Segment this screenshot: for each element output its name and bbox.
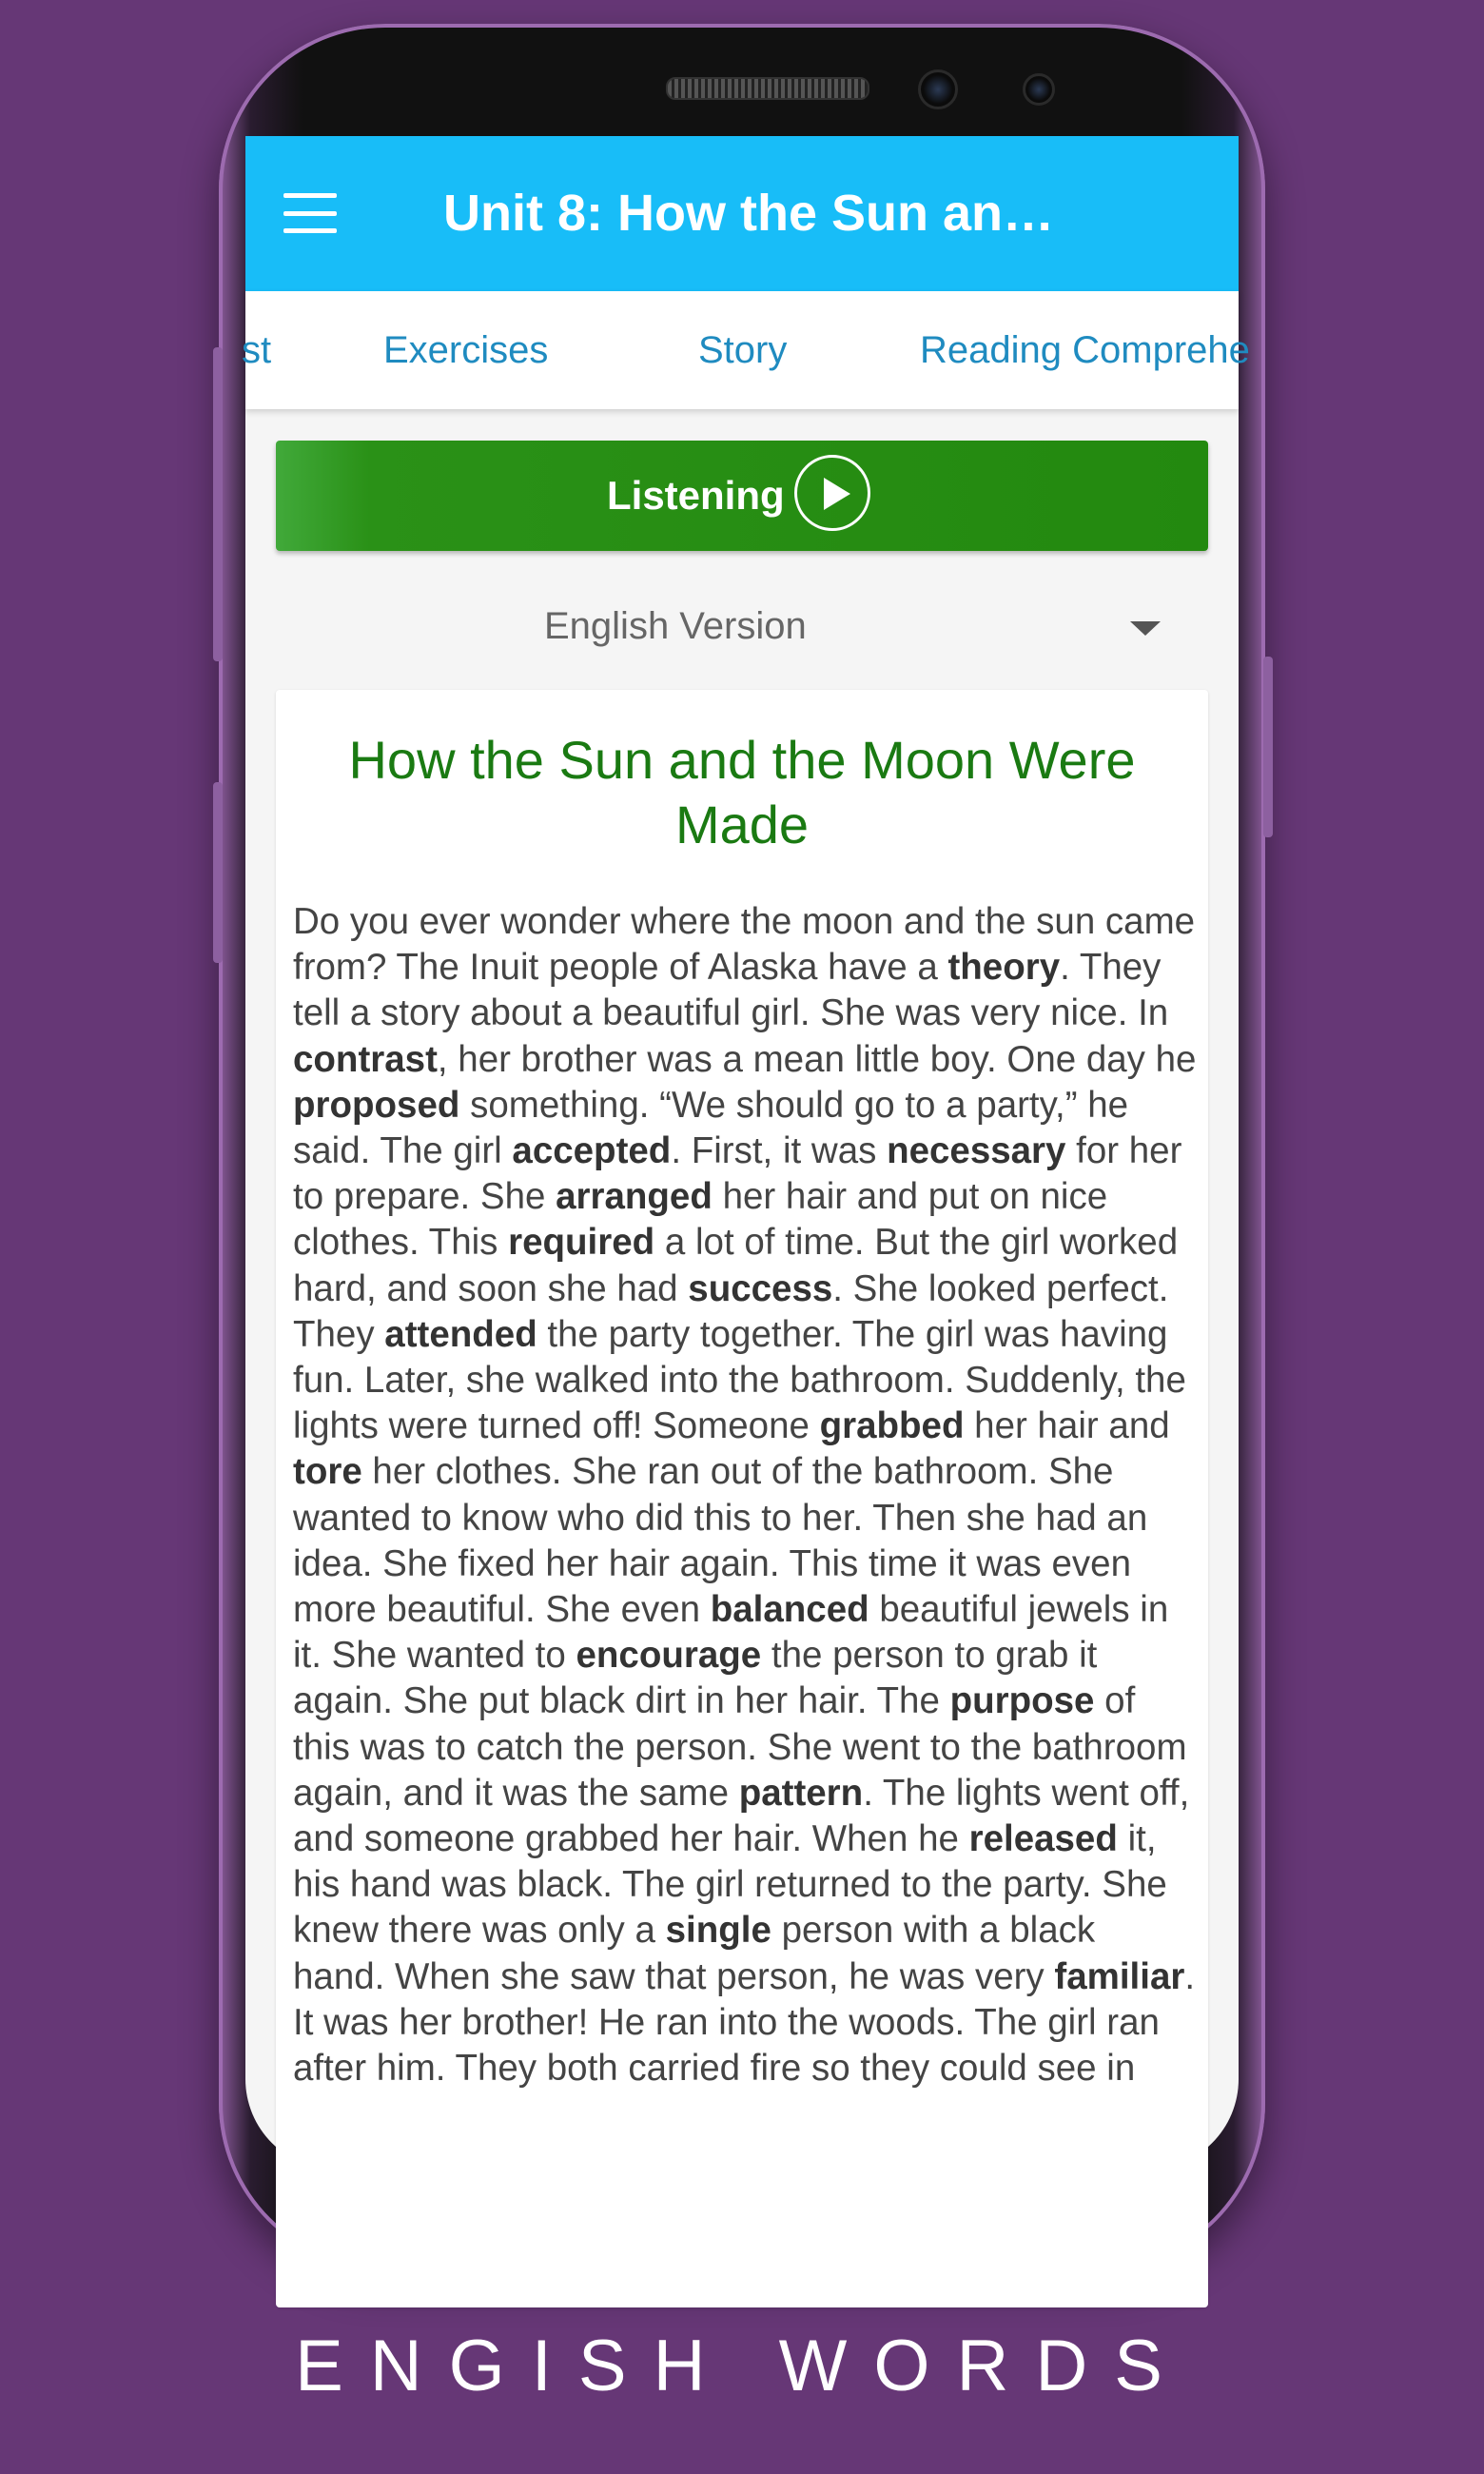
- vocab-word: grabbed: [819, 1405, 965, 1447]
- story-text-segment: it, his hand was black. The girl returned to the party. She knew there was only a: [293, 1818, 1167, 1952]
- story-text-segment: the person to grab it again. She put black dirt in her hair. The: [293, 1635, 1098, 1722]
- bixby-button: [213, 347, 223, 661]
- story-text-segment: the party together. The girl was having fun. Later, she walked into the bathroom. Suddenly, the lights were turned off! Someone: [293, 1313, 1186, 1447]
- story-text-segment: something. “We should go to a party,” he said. The girl: [293, 1084, 1129, 1172]
- vocab-word: purpose: [949, 1680, 1095, 1722]
- listening-label: Listening: [607, 473, 785, 518]
- page-title: Unit 8: How the Sun an…: [443, 185, 1054, 242]
- sensor: [1023, 73, 1055, 106]
- story-text-segment: beautiful jewels in it. She wanted to: [293, 1589, 1169, 1677]
- vocab-word: theory: [947, 947, 1061, 989]
- vocab-word: proposed: [293, 1084, 460, 1126]
- story-text-segment: her hair and: [964, 1405, 1170, 1447]
- vocab-word: arranged: [556, 1176, 713, 1218]
- vocab-word: necessary: [887, 1130, 1066, 1172]
- story-text-segment: . First, it was: [671, 1130, 888, 1172]
- story-card: [276, 690, 1208, 2307]
- dropdown-arrow-icon: [1130, 621, 1161, 636]
- story-text-segment: . It was her brother! He ran into the woods. The girl ran after him. They both carried fire so they could see in: [293, 1955, 1196, 2090]
- listening-button[interactable]: [276, 441, 1208, 551]
- story-text-segment: person with a black hand. When she saw that person, he was very: [293, 1910, 1096, 1997]
- story-text-segment: of this was to catch the person. She went to the bathroom again, and it was the same: [293, 1680, 1187, 1814]
- story-text-segment: . The lights went off, and someone grabbed her hair. When he: [293, 1772, 1190, 1860]
- vocab-word: familiar: [1054, 1955, 1185, 1997]
- story-text-segment: , her brother was a mean little boy. One day he: [437, 1038, 1197, 1080]
- vocab-word: single: [665, 1910, 771, 1952]
- app-screen: [242, 136, 1250, 2170]
- vocab-word: required: [508, 1222, 655, 1264]
- footer-caption: ENGISH WORDS: [295, 2326, 1189, 2406]
- vocab-word: contrast: [293, 1038, 438, 1080]
- app-bar: [245, 136, 1239, 291]
- version-selected-value: English Version: [544, 605, 807, 647]
- play-icon: [794, 455, 870, 531]
- story-text-segment: Do you ever wonder where the moon and the sun came from? The Inuit people of Alaska have a: [293, 901, 1196, 989]
- vocab-word: released: [968, 1818, 1118, 1860]
- story-text: [293, 899, 1197, 2091]
- tab-reading-comprehension[interactable]: Reading Comprehe: [920, 329, 1250, 371]
- vocab-word: success: [688, 1267, 833, 1309]
- story-title: How the Sun and the Moon Were Made: [348, 730, 1136, 854]
- earpiece-speaker: [666, 77, 869, 100]
- story-text-segment: for her to prepare. She: [293, 1130, 1182, 1218]
- story-text-segment: a lot of time. But the girl worked hard, and soon she had: [293, 1222, 1179, 1309]
- front-camera: [918, 69, 958, 109]
- hamburger-menu-icon[interactable]: [283, 193, 337, 233]
- vocab-word: accepted: [512, 1130, 672, 1172]
- power-button: [1263, 657, 1273, 837]
- story-text-segment: her clothes. She ran out of the bathroom. She wanted to know who did this to her. Then she had an idea. She fixed her hair again. This time it was even more beautiful. She even: [293, 1451, 1148, 1631]
- story-text-segment: . She looked perfect. They: [293, 1267, 1169, 1355]
- tab-story[interactable]: Story: [698, 329, 788, 371]
- vocab-word: attended: [384, 1313, 537, 1355]
- language-version-select[interactable]: [276, 583, 1208, 669]
- volume-button: [213, 782, 223, 963]
- vocab-word: balanced: [710, 1589, 869, 1631]
- vocab-word: tore: [293, 1451, 362, 1493]
- tab-exercises[interactable]: Exercises: [383, 329, 549, 371]
- story-text-segment: her hair and put on nice clothes. This: [293, 1176, 1108, 1264]
- vocab-word: pattern: [738, 1772, 864, 1814]
- vocab-word: encourage: [576, 1635, 762, 1677]
- tab-word-list[interactable]: st: [242, 329, 272, 371]
- tab-bar: [242, 291, 1250, 409]
- story-text-segment: . They tell a story about a beautiful girl. She was very nice. In: [293, 947, 1169, 1034]
